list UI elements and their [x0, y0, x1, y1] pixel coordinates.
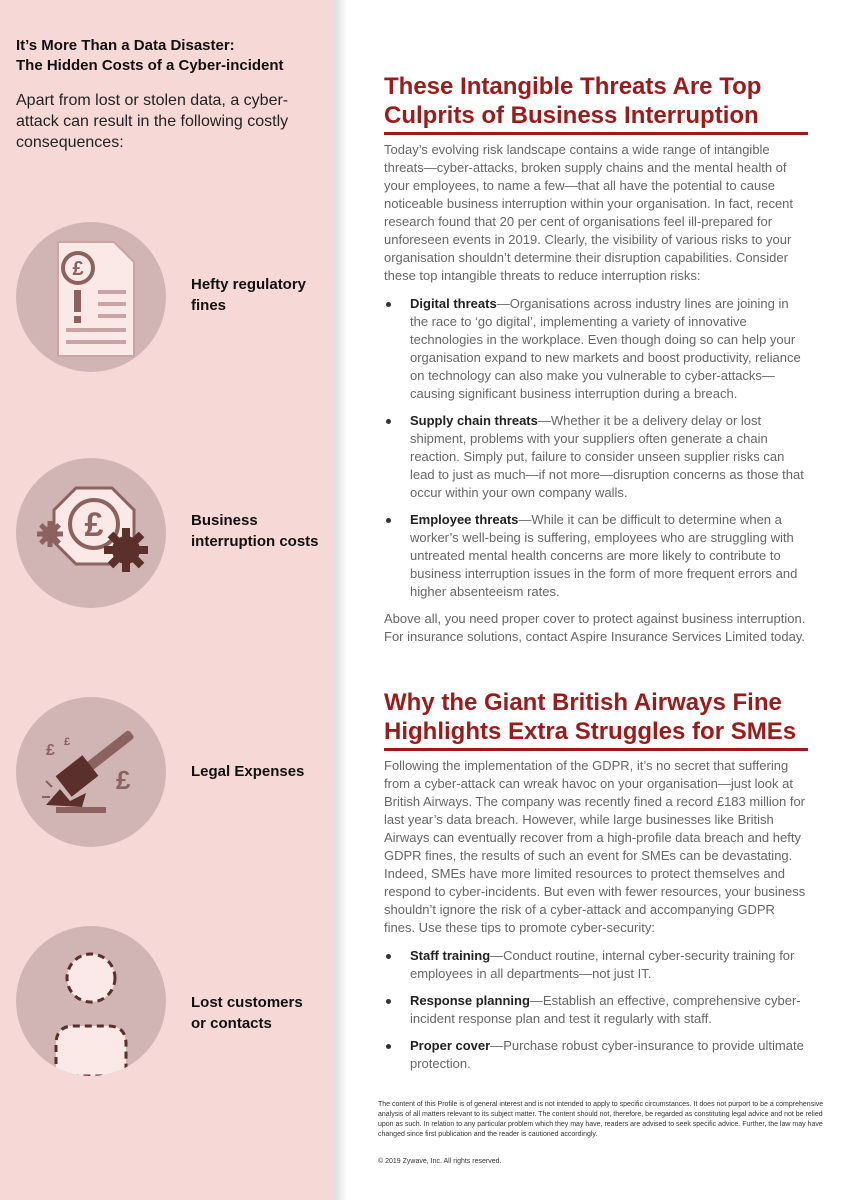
list-item [384, 412, 808, 502]
svg-text:£: £ [46, 742, 55, 759]
list-item-text: —While it can be difficult to determine when a worker’s well-being is suffering, employees who are struggling with untreated mental health concerns are more likely to contribute to business interruption issues in the form of more frequent errors and higher absenteeism rates. [410, 512, 798, 599]
sidebar-title [16, 36, 316, 76]
list-item-lead: Employee threats [410, 512, 519, 527]
cost-label-line2: or contacts [191, 1015, 272, 1032]
section-intangible-threats [384, 72, 808, 646]
cost-label [191, 992, 331, 1034]
list-item-lead: Staff training [410, 948, 491, 963]
gear-coin-icon [16, 458, 166, 608]
sidebar-shadow [334, 0, 348, 1200]
threat-list [384, 295, 808, 601]
cost-label-line1: Lost customers [191, 994, 303, 1011]
list-item-lead: Digital threats [410, 296, 497, 311]
list-item-text: —Establish an effective, comprehensive cyber-incident response plan and test it regularly with staff. [410, 993, 801, 1026]
list-item [384, 511, 808, 601]
list-item-text: —Whether it be a delivery delay or lost shipment, problems with your suppliers often generate a chain reaction. Simply put, failure to consider unseen supplier risks can lead to just as much—if not more—disruption concerns as those that occur within your own company walls. [410, 413, 804, 500]
list-item-lead: Proper cover [410, 1038, 491, 1053]
cost-label-line1: Hefty regulatory [191, 276, 307, 293]
cost-label-line1: Legal Expenses [191, 763, 305, 780]
cost-item-legal [16, 697, 326, 847]
list-item [384, 947, 808, 983]
cost-label-line2: interruption costs [191, 533, 319, 550]
bullet-icon [386, 954, 391, 959]
cost-label [191, 761, 331, 782]
svg-text:£: £ [116, 765, 131, 795]
section-intro: Following the implementation of the GDPR, it’s no secret that suffering from a cyber-attack can wreak havoc on your organisation—just look at British Airways. The company was recently fined a record £183 million for last year’s data breach. However, while large businesses like British Airways can eventually recover from a high-profile data breach and hefty GDPR fines, the results of such an event for SMEs can be devastating. Indeed, SMEs have more limited resources to protect themselves and respond to cyber-incidents. But even with fewer resources, your business shouldn’t ignore the risk of a cyber-attack and accompanying GDPR fines. Use these tips to promote cyber-security: [384, 758, 806, 935]
bullet-icon [386, 419, 391, 424]
section-intro: Today’s evolving risk landscape contains a wide range of intangible threats—cyber-attacks, broken supply chains and the mental health of your employees, to name a few—that all have the potential to cause noticeable business interruption within your organisation. In fact, recent research found that 20 per cent of organisations feel ill-prepared for unforeseen events in 2019. Clearly, the visibility of various risks to your organisation shouldn’t determine their disruption capabilities. Consider these top intangible threats to reduce interruption risks: [384, 142, 794, 283]
svg-text:£: £ [84, 506, 104, 544]
disclaimer: The content of this Profile is of general interest and is not intended to apply to specific circumstances. It does not purport to be a comprehensive analysis of all matters relevant to its subject matter. The content should not, therefore, be regarded as constituting legal advice and not be relied upon as such. In relation to any particular problem which they may have, readers are advised to seek specific advice. Further, the law may have changed since first publication and the reader is cautioned accordingly. [378, 1101, 824, 1138]
section-heading: Why the Giant British Airways Fine Highlights Extra Struggles for SMEs [384, 688, 808, 751]
list-item-text: —Conduct routine, internal cyber-security training for employees in all departments—not just IT. [410, 948, 795, 981]
section-heading: These Intangible Threats Are Top Culprits of Business Interruption [384, 72, 808, 135]
cost-label [191, 510, 331, 552]
list-item [384, 992, 808, 1028]
cost-item-interruption [16, 458, 326, 608]
sidebar-title-line2: The Hidden Costs of a Cyber-incident [16, 57, 284, 74]
gavel-icon [16, 697, 166, 847]
bullet-icon [386, 1044, 391, 1049]
list-item-text: —Organisations across industry lines are joining in the race to ‘go digital’, implementing a variety of innovative technologies in the workplace. Even though doing so can help your organisation expand to new markets and boost productivity, reliance on technology can also make you vulnerable to cyber-attacks—causing significant business interruption during a breach. [410, 296, 801, 401]
sidebar-intro: Apart from lost or stolen data, a cyber-attack can result in the following costly consequences: [16, 92, 289, 151]
bullet-icon [386, 518, 391, 523]
tips-list [384, 947, 808, 1073]
list-item-text: —Purchase robust cyber-insurance to provide ultimate protection. [410, 1038, 804, 1071]
cost-label-line1: Business [191, 512, 258, 529]
sidebar-title-line1: It’s More Than a Data Disaster: [16, 37, 235, 54]
list-item-lead: Supply chain threats [410, 413, 538, 428]
svg-text:£: £ [64, 736, 71, 748]
section-british-airways [384, 688, 808, 1082]
fine-document-icon [16, 222, 166, 372]
bullet-icon [386, 302, 391, 307]
svg-text:£: £ [72, 258, 84, 280]
bullet-icon [386, 999, 391, 1004]
cost-item-fines [16, 222, 326, 372]
cost-label [191, 274, 331, 316]
cost-item-customers [16, 926, 326, 1076]
copyright: © 2019 Zywave, Inc. All rights reserved. [378, 1158, 502, 1165]
section-closing: Above all, you need proper cover to protect against business interruption. For insurance solutions, contact Aspire Insurance Services Limited today. [384, 611, 806, 644]
person-outline-icon [16, 926, 166, 1076]
cost-label-line2: fines [191, 297, 227, 314]
list-item [384, 295, 808, 403]
list-item-lead: Response planning [410, 993, 530, 1008]
list-item [384, 1037, 808, 1073]
